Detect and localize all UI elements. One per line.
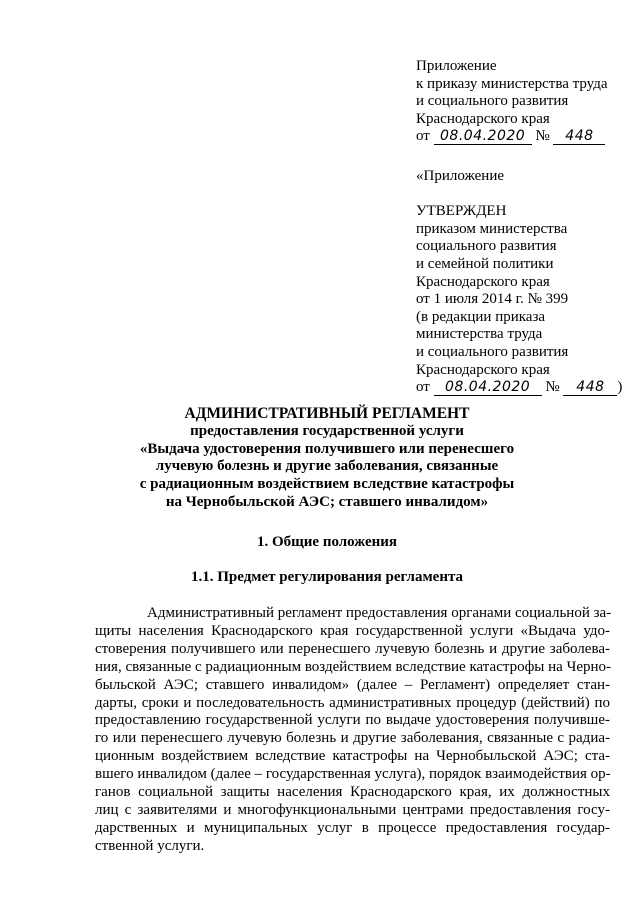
closing-paren: )	[617, 379, 623, 396]
handwritten-number: 448	[563, 380, 617, 396]
approval-line: министерства труда	[416, 326, 543, 343]
title-line: с радиационным воздействием вследствие катастрофы	[139, 476, 515, 493]
document-title	[60, 405, 594, 512]
title-line: предоставления государственной услуги	[190, 422, 464, 439]
body-line: дарственных и муниципальных услуг в процессе предоставления государ-	[95, 819, 610, 836]
number-label: №	[535, 128, 550, 145]
handwritten-number: 448	[553, 129, 605, 145]
appendix-label: Приложение	[416, 58, 497, 74]
title-line: на Чернобыльской АЭС; ставшего инвалидом»	[165, 493, 489, 510]
appendix-order-ref: к приказу министерства труда	[416, 75, 608, 92]
approved-label: УТВЕРЖДЕН	[416, 203, 507, 220]
section-heading: 1. Общие положения	[256, 534, 398, 550]
quote-appendix-label: «Приложение	[416, 168, 505, 184]
subsection-heading: 1.1. Предмет регулирования регламента	[190, 569, 464, 585]
handwritten-date: 08.04.2020	[434, 380, 542, 396]
approval-block	[416, 168, 631, 397]
body-line: ния, связанные с радиационным воздействием вследствие катастрофы на Черно-	[95, 658, 611, 675]
approval-line: (в редакции приказа	[416, 308, 546, 325]
body-paragraph	[95, 605, 610, 856]
body-line: го или перенесшего лучевую болезнь и другие заболевания, связанные с радиа-	[95, 730, 610, 747]
body-line: ционным воздействием вследствие катастрофы на Чернобыльской АЭС; ста-	[95, 748, 610, 765]
appendix-region: Краснодарского края	[416, 110, 550, 127]
appendix-ministry: и социального развития	[416, 93, 569, 110]
approval-line: и социального развития	[416, 343, 569, 360]
approval-line: от 1 июля 2014 г. № 399	[416, 291, 569, 308]
approval-line: Краснодарского края	[416, 361, 550, 378]
body-line: ганов социальной защиты населения Краснодарского края, их должностных	[95, 784, 610, 801]
ot-prefix: от	[416, 379, 430, 396]
approval-line: приказом министерства	[416, 220, 568, 237]
approval-line: социального развития	[416, 238, 557, 255]
body-line: Административный регламент предоставления органами социальной за-	[147, 605, 612, 621]
title-line: лучевую болезнь и другие заболевания, связанные	[155, 458, 499, 475]
body-line: щиты населения Краснодарского края государственной услуги «Выдача удо-	[95, 622, 610, 639]
title-main: АДМИНИСТРАТИВНЫЙ РЕГЛАМЕНТ	[184, 405, 470, 422]
approval-line: Краснодарского края	[416, 273, 550, 290]
handwritten-date: 08.04.2020	[434, 129, 532, 145]
body-line: стоверения получившего или перенесшего лучевую болезнь и другие заболева-	[95, 640, 610, 657]
title-line: «Выдача удостоверения получившего или перенесшего	[139, 440, 515, 457]
body-line: предоставлению государственной услуги по выдаче удостоверения получивше-	[95, 712, 610, 729]
appendix-date-line	[416, 128, 631, 146]
body-line: вшего инвалидом (далее – государственная услуга), порядок взаимодействия ор-	[95, 766, 611, 783]
appendix-header	[416, 58, 631, 146]
number-label: №	[545, 379, 560, 396]
body-line: ственной услуги.	[95, 837, 205, 854]
approval-line: и семейной политики	[416, 255, 554, 272]
spacer	[416, 186, 631, 204]
ot-prefix: от	[416, 128, 430, 145]
body-line: быльской АЭС; ставшего инвалидом» (далее – Регламент) определяет стан-	[95, 676, 610, 693]
body-line: дарты, сроки и последовательность административных процедур (действий) по	[95, 694, 610, 711]
body-line: лиц с заявителями и многофункциональными центрами предоставления госу-	[95, 801, 610, 818]
approval-date-line	[416, 379, 631, 397]
